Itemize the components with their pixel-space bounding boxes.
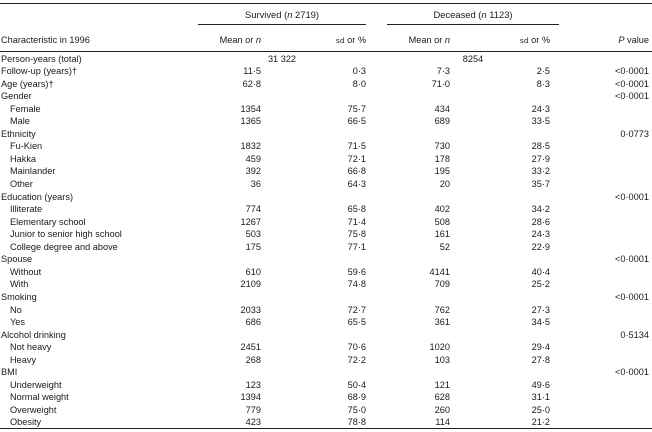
p-value-cell: <0·0001 <box>615 78 649 89</box>
row-label: With <box>10 279 29 290</box>
survived-group-text: Survived ( <box>244 9 288 20</box>
survived-mean-cell: 62·8 <box>242 78 261 89</box>
deceased-sd-suffix: or % <box>528 35 550 45</box>
deceased-sd-cell: 27·3 <box>531 304 550 315</box>
row-label: Normal weight <box>10 392 69 403</box>
p-value-column-header <box>560 35 649 46</box>
survived-sd-cell: 64·3 <box>347 179 366 189</box>
survived-sd-label: sd <box>335 36 345 45</box>
deceased-mean-n: n <box>444 35 450 45</box>
deceased-mean-cell: 628 <box>434 392 450 403</box>
header-rule <box>0 51 652 52</box>
row-label: Follow-up (years)† <box>1 66 78 77</box>
p-value-cell: <0·0001 <box>615 91 649 102</box>
row-label: Fu-Kien <box>10 141 43 152</box>
survived-mean-cell: 2109 <box>240 279 261 290</box>
survived-mean-cell: 423 <box>245 417 261 428</box>
deceased-sd-cell: 8·3 <box>536 78 550 89</box>
survived-mean-cell: 392 <box>245 166 261 177</box>
survived-sd-cell: 65·5 <box>347 317 366 328</box>
p-value-cell: <0·0001 <box>615 66 649 77</box>
survived-sd-cell: 71·5 <box>347 141 366 152</box>
row-label: Junior to senior high school <box>10 229 122 240</box>
survived-span-cell: 31 322 <box>267 53 297 64</box>
deceased-mean-cell: 1020 <box>429 342 450 353</box>
deceased-group-rule <box>387 24 559 25</box>
p-value-cell: <0·0001 <box>615 191 649 202</box>
deceased-mean-cell: 361 <box>434 317 450 328</box>
deceased-mean-cell: 71·0 <box>431 78 450 89</box>
survived-mean-cell: 779 <box>245 404 261 415</box>
row-label: Male <box>10 116 30 127</box>
survived-mean-cell: 1832 <box>240 141 261 152</box>
deceased-mean-cell: 178 <box>434 153 450 164</box>
survived-sd-cell: 78·8 <box>347 417 366 428</box>
row-label: Obesity <box>10 417 42 428</box>
survived-sd-cell: 66·8 <box>347 166 366 177</box>
survived-mean-cell: 1394 <box>240 392 261 403</box>
p-value-cell: <0·0001 <box>615 291 649 302</box>
p-value-cell: <0·0001 <box>615 367 649 378</box>
deceased-mean-cell: 260 <box>434 404 450 415</box>
row-label: Underweight <box>10 379 62 390</box>
deceased-sd-cell: 2·5 <box>536 66 550 77</box>
survived-mean-column-header <box>160 35 261 46</box>
survived-mean-cell: 1354 <box>240 103 261 114</box>
row-label: Education (years) <box>1 191 74 202</box>
survived-group-n: n <box>287 9 293 20</box>
deceased-sd-cell: 33·2 <box>531 166 550 177</box>
deceased-group-count: 1123) <box>486 9 513 20</box>
row-label: Hakka <box>10 153 37 164</box>
survived-mean-cell: 610 <box>245 266 261 277</box>
survived-sd-cell: 66·5 <box>347 116 366 127</box>
row-label: Ethnicity <box>1 128 36 139</box>
survived-sd-cell: 70·6 <box>347 342 366 353</box>
survived-sd-suffix: or % <box>344 35 366 45</box>
survived-sd-cell: 50·4 <box>347 379 366 390</box>
survived-sd-cell: 75·0 <box>347 404 366 415</box>
row-label: College degree and above <box>10 241 118 252</box>
deceased-sd-cell: 21·2 <box>531 417 550 428</box>
survived-group-header <box>198 9 366 21</box>
row-label: Smoking <box>1 291 37 302</box>
survived-sd-cell: 75·7 <box>347 103 366 114</box>
deceased-sd-cell: 25·0 <box>531 404 550 415</box>
survived-sd-cell: 72·1 <box>347 153 366 164</box>
deceased-mean-cell: 4141 <box>429 266 450 277</box>
row-label: Gender <box>1 91 32 102</box>
survived-sd-cell: 74·8 <box>347 279 366 290</box>
deceased-mean-cell: 730 <box>434 141 450 152</box>
row-label: Female <box>10 103 41 114</box>
survived-mean-cell: 1267 <box>240 216 261 227</box>
survived-mean-cell: 268 <box>245 354 261 365</box>
deceased-mean-cell: 7·3 <box>436 66 450 77</box>
deceased-sd-cell: 27·9 <box>531 153 550 164</box>
survived-sd-cell: 59·6 <box>347 266 366 277</box>
deceased-sd-cell: 27·8 <box>531 354 550 365</box>
row-label: Elementary school <box>10 216 86 227</box>
survived-group-rule <box>198 24 366 25</box>
deceased-mean-cell: 508 <box>434 216 450 227</box>
survived-sd-cell: 72·2 <box>347 354 366 365</box>
deceased-sd-cell: 34·2 <box>531 204 550 215</box>
row-label: No <box>10 304 22 315</box>
deceased-mean-cell: 114 <box>435 417 450 428</box>
p-suffix: value <box>624 35 649 45</box>
row-label: Illiterate <box>10 204 43 215</box>
deceased-sd-cell: 28·5 <box>531 141 550 152</box>
row-label: Yes <box>10 317 25 328</box>
row-label: Heavy <box>10 354 37 365</box>
survived-mean-cell: 2451 <box>240 342 261 353</box>
survived-group-count: 2719) <box>292 9 319 20</box>
deceased-mean-label: Mean or <box>408 35 443 45</box>
deceased-sd-cell: 49·6 <box>531 379 550 390</box>
deceased-sd-cell: 24·3 <box>531 229 550 240</box>
deceased-mean-column-header <box>350 35 450 46</box>
row-label: Spouse <box>1 254 33 265</box>
deceased-mean-cell: 161 <box>434 229 450 240</box>
deceased-group-text: Deceased ( <box>433 9 482 20</box>
deceased-span-cell: 8254 <box>462 53 484 64</box>
row-label: Person-years (total) <box>1 53 82 64</box>
p-value-cell: 0·5134 <box>620 329 649 340</box>
deceased-mean-cell: 103 <box>434 354 450 365</box>
deceased-group-n: n <box>481 9 487 20</box>
deceased-mean-cell: 689 <box>434 116 450 127</box>
row-label: Other <box>10 179 33 189</box>
row-label: Overweight <box>10 404 57 415</box>
characteristic-column-header <box>1 35 90 46</box>
survived-mean-cell: 774 <box>245 204 261 215</box>
deceased-sd-column-header <box>470 35 550 46</box>
survived-mean-cell: 123 <box>245 379 261 390</box>
deceased-mean-cell: 762 <box>434 304 450 315</box>
deceased-sd-cell: 35·7 <box>531 179 550 189</box>
survived-mean-cell: 175 <box>245 241 261 252</box>
survived-mean-cell: 686 <box>245 317 261 328</box>
row-label: Alcohol drinking <box>1 329 66 340</box>
p-value-cell: <0·0001 <box>615 254 649 265</box>
survived-sd-cell: 71·4 <box>347 216 366 227</box>
survived-sd-cell: 0·3 <box>352 66 366 77</box>
survived-sd-cell: 75·8 <box>347 229 366 240</box>
survived-mean-cell: 2033 <box>240 304 261 315</box>
deceased-mean-cell: 121 <box>434 379 450 390</box>
deceased-group-header <box>387 9 559 21</box>
survived-sd-cell: 8·0 <box>352 78 366 89</box>
deceased-sd-label: sd <box>519 36 529 45</box>
survived-mean-n: n <box>255 35 261 45</box>
survived-mean-cell: 459 <box>245 153 261 164</box>
survived-sd-cell: 68·9 <box>347 392 366 403</box>
deceased-mean-cell: 402 <box>434 204 450 215</box>
survived-mean-cell: 1365 <box>240 116 261 127</box>
characteristic-header-text: Characteristic in 1996 <box>1 35 90 45</box>
deceased-sd-cell: 22·9 <box>531 241 550 252</box>
survived-mean-cell: 36 <box>250 179 261 189</box>
deceased-sd-cell: 31·1 <box>531 392 550 403</box>
survived-sd-cell: 65·8 <box>347 204 366 215</box>
survived-mean-cell: 503 <box>245 229 261 240</box>
row-label: Age (years)† <box>1 78 54 89</box>
deceased-mean-cell: 195 <box>434 166 450 177</box>
deceased-sd-cell: 29·4 <box>531 342 550 353</box>
p-label: P <box>618 35 625 45</box>
deceased-mean-cell: 20 <box>439 179 450 189</box>
deceased-sd-cell: 25·2 <box>531 279 550 290</box>
deceased-mean-cell: 52 <box>439 241 450 252</box>
deceased-mean-cell: 709 <box>434 279 450 290</box>
row-label: Without <box>10 266 42 277</box>
row-label: Mainlander <box>10 166 56 177</box>
row-label: BMI <box>1 367 18 378</box>
survived-mean-cell: 11·5 <box>243 66 261 77</box>
deceased-sd-cell: 33·5 <box>531 116 550 127</box>
deceased-sd-cell: 24·3 <box>531 103 550 114</box>
deceased-sd-cell: 34·5 <box>531 317 550 328</box>
survived-mean-label: Mean or <box>219 35 254 45</box>
survived-sd-cell: 72·7 <box>347 304 366 315</box>
row-label: Not heavy <box>10 342 52 353</box>
p-value-cell: 0·0773 <box>620 128 649 139</box>
deceased-sd-cell: 28·6 <box>531 216 550 227</box>
deceased-sd-cell: 40·4 <box>531 266 550 277</box>
top-rule <box>0 3 652 4</box>
survived-sd-cell: 77·1 <box>347 241 366 252</box>
deceased-mean-cell: 434 <box>434 103 450 114</box>
